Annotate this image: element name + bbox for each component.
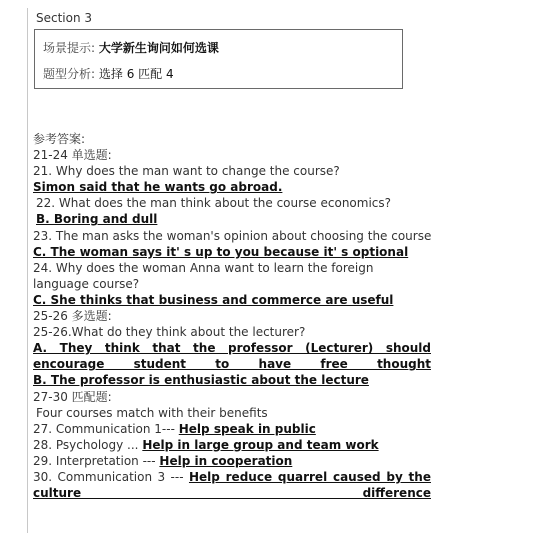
question-type-line [43,65,174,82]
question-type-label: 题型分析: [43,67,96,81]
answer-25-26-a: A. They think that the professor (Lecturer) should encourage student to have free thought [33,341,431,372]
match-30-course: 30. Communication 3 --- [33,469,184,484]
answer-25-26-b: B. The professor is enthusiastic about the lecture [33,373,369,388]
match-28 [33,437,431,453]
matching-intro: Four courses match with their benefits [36,405,268,420]
answer-24: C. She thinks that business and commerce are useful [33,292,394,307]
scene-value: 大学新生询问如何选课 [98,41,219,55]
page-margin-rule [27,8,28,533]
scene-info-box [34,29,403,89]
question-type-value: 选择 6 匹配 4 [98,67,174,81]
match-29-benefit: Help in cooperation [159,453,293,468]
question-23: 23. The man asks the woman's opinion about choosing the course [33,228,432,243]
group-heading-matching: 27-30 匹配题: [33,389,112,404]
match-29 [33,453,431,469]
match-29-course: 29. Interpretation --- [33,453,156,468]
scene-label: 场景提示: [43,41,96,55]
group-heading-multiple-choice: 25-26 多选题: [33,309,112,324]
question-21: 21. Why does the man want to change the course? [33,164,340,179]
match-28-benefit: Help in large group and team work [142,437,379,452]
question-24: 24. Why does the woman Anna want to learn the foreign language course? [33,260,374,291]
match-27-benefit: Help speak in public [178,421,316,436]
question-25-26: 25-26.What do they think about the lecturer? [33,325,306,340]
match-30 [33,469,431,501]
section-label: Section 3 [36,11,93,25]
group-heading-single-choice: 21-24 单选题: [33,148,112,163]
match-27-course: 27. Communication 1--- [33,421,175,436]
scene-line [43,39,219,56]
match-28-course: 28. Psychology ... [33,437,139,452]
answer-21: Simon said that he wants go abroad. [33,180,283,195]
answer-key [33,131,431,501]
match-27 [33,421,431,437]
answer-22: B. Boring and dull [36,212,158,227]
question-22: 22. What does the man think about the course economics? [36,196,392,211]
match-30-benefit: Help reduce quarrel caused by the culture difference [33,469,431,501]
answer-key-heading: 参考答案: [33,132,86,146]
answer-23: C. The woman says it' s up to you because it' s optional [33,244,409,259]
